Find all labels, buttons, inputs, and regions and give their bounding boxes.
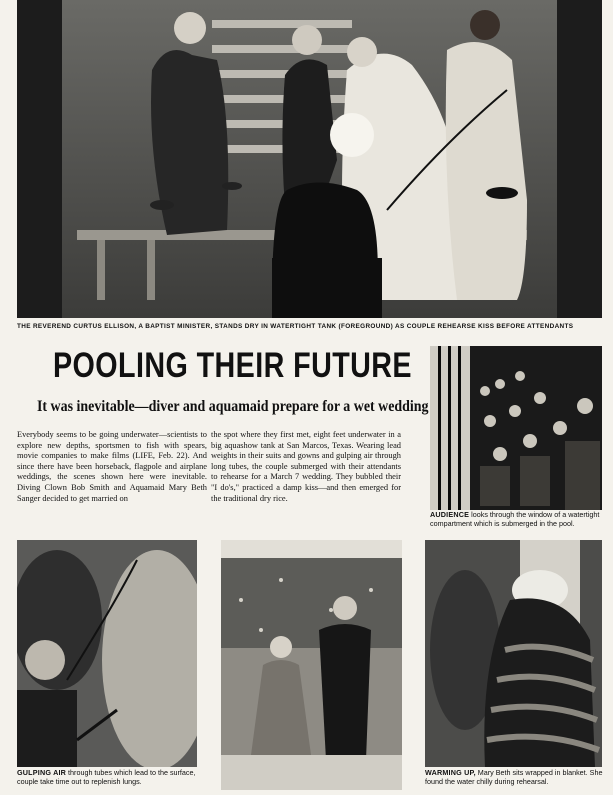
warming-up-photo (425, 540, 602, 767)
audience-photo (430, 346, 602, 510)
article-headline: POOLING THEIR FUTURE (53, 346, 412, 385)
body-column-2: the spot where they first met, eight feet underwater in a big aquashow tank at San Marcos, Texas. Wearing lead weights in their suits and gowns and gulping air through long tubes, the couple submerged with their attendants to rehearse for a March 7 wedding. They bubbled their "I do's," practiced a damp kiss—and then emerged for the traditional dry rice. (211, 430, 401, 503)
gulping-air-caption-text: through tubes which lead to the surface, couple take time out to replenish lungs. (17, 768, 196, 787)
hero-photo (17, 0, 602, 318)
warming-up-caption-lead: WARMING UP, (425, 768, 476, 777)
hero-caption: THE REVEREND CURTUS ELLISON, A BAPTIST MINISTER, STANDS DRY IN WATERTIGHT TANK (FOREGROUND) AS COUPLE REHEARSE KISS BEFORE ATTENDANTS (17, 323, 574, 330)
audience-caption-lead: AUDIENCE (430, 510, 470, 519)
audience-caption (430, 510, 604, 529)
gulping-air-photo (17, 540, 197, 767)
warming-up-caption-text: Mary Beth sits wrapped in blanket. She found the water chilly during rehearsal. (425, 768, 603, 787)
warming-up-caption (425, 768, 605, 787)
gulping-air-caption-lead: GULPING AIR (17, 768, 67, 777)
audience-caption-text: looks through the window of a watertight compartment which is submerged in the pool. (430, 510, 600, 529)
gulping-air-caption (17, 768, 199, 787)
body-column-1: Everybody seems to be going underwater—scientists to explore new depths, sportsmen to fish with spears, movie companies to make films (LIFE, Feb. 22). And since there have been horseback, flagpole and airplane weddings, the scenes shown here were inevitable. Diving Clown Bob Smith and Aquamaid Mary Beth Sanger decided to get married on (17, 430, 207, 503)
couple-emerging-photo (221, 540, 402, 790)
article-subhead: It was inevitable—diver and aquamaid prepare for a wet wedding (37, 398, 429, 415)
